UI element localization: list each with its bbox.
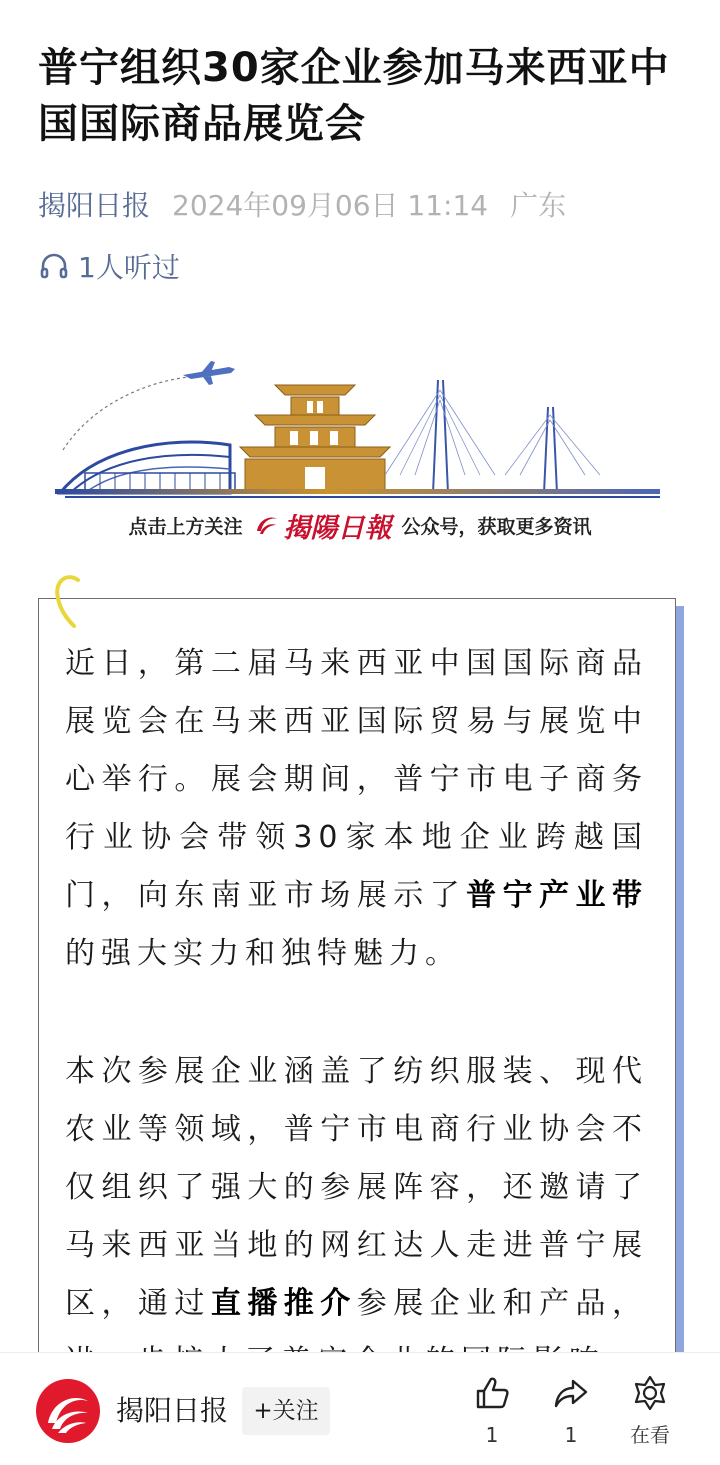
share-icon — [551, 1373, 591, 1413]
newspaper-logo-text: 揭陽日報 — [283, 512, 392, 544]
listen-count: 1人听过 — [78, 251, 180, 284]
newspaper-swirl-icon — [253, 511, 281, 539]
account-name[interactable]: 揭阳日报 — [116, 1394, 229, 1427]
paragraph-1-text: 近日，第二届马来西亚中国国际商品展览会在马来西亚国际贸易与展览中心举行。展会期间，普宁市电子商务行业协会带领30家本地企业跨越国门，向东南亚市场展示了 — [65, 646, 648, 913]
account-avatar[interactable] — [36, 1379, 100, 1443]
watching-label: 在看 — [630, 1423, 670, 1447]
publish-region: 广东 — [510, 189, 567, 222]
paragraph-2-text: 本次参展企业涵盖了纺织服装、现代农业等领域，普宁市电商行业协会不仅组织了强大的参展阵容，还邀请了马来西亚当地的网红达人走进普宁展区，通过 — [65, 1054, 648, 1321]
like-count: 1 — [485, 1423, 499, 1447]
banner-caption-right: 公众号，获取更多资讯 — [401, 515, 592, 538]
watching-button[interactable] — [615, 1373, 685, 1463]
paragraph-2-bold: 直播推介 — [210, 1286, 357, 1321]
share-button[interactable] — [536, 1373, 606, 1463]
listen-info[interactable] — [38, 246, 180, 286]
card-accent-bar — [676, 606, 684, 1398]
hook-decoration-icon — [50, 570, 90, 630]
newspaper-logo — [253, 506, 392, 545]
airplane-icon — [183, 361, 235, 385]
thumbs-up-icon — [472, 1373, 512, 1413]
like-button[interactable] — [457, 1373, 527, 1463]
follow-button[interactable]: +关注 — [242, 1387, 330, 1435]
paragraph-1-bold: 普宁产业带 — [466, 878, 649, 913]
account-logo-icon — [36, 1379, 100, 1443]
paragraph-1-tail: 的强大实力和独特魅力。 — [65, 936, 461, 971]
article-meta — [38, 186, 566, 226]
bottom-action-bar — [0, 1352, 720, 1465]
headphones-icon — [38, 250, 70, 282]
paragraph-2 — [65, 1043, 648, 1391]
publish-date: 2024年09月06日 11:14 — [172, 189, 489, 222]
banner-caption — [0, 508, 720, 542]
star-flower-icon — [630, 1373, 670, 1413]
source-link[interactable]: 揭阳日报 — [38, 189, 151, 222]
share-count: 1 — [564, 1423, 578, 1447]
paragraph-2-tail: 参展企业和产品， — [356, 1286, 649, 1321]
banner-caption-left: 点击上方关注 — [128, 515, 243, 538]
article-title: 普宁组织30家企业参加马来西亚中国国际商品展览会 — [38, 45, 670, 147]
paragraph-1 — [65, 635, 648, 983]
